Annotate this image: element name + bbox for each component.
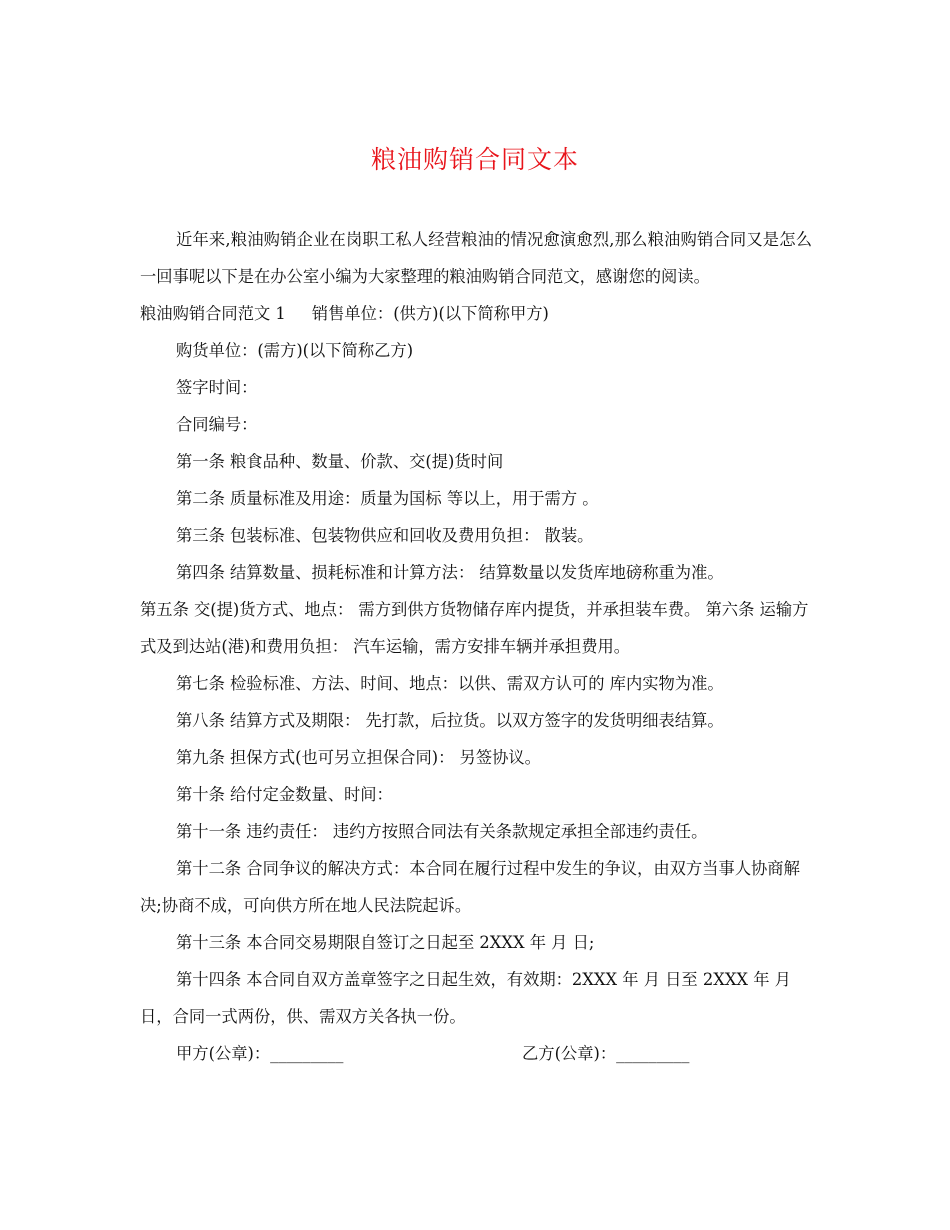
signature-row [140,1035,812,1072]
sign-time-line: 签字时间： [176,378,258,397]
buyer-line: 购货单位：(需方)(以下简称乙方) [176,341,414,360]
clause-12: 第十二条 合同争议的解决方式：本合同在履行过程中发生的争议，由双方当事人协商解决;协商不成，可向供方所在地人民法院起诉。 [140,859,800,915]
contract-number-line: 合同编号： [176,415,258,434]
document-title: 粮油购销合同文本 [370,145,579,174]
clause-8: 第八条 结算方式及期限： 先打款，后拉货。以双方签字的发货明细表结算。 [176,711,724,730]
clause-3: 第三条 包装标准、包装物供应和回收及费用负担： 散装。 [176,526,594,545]
clause-10: 第十条 给付定金数量、时间： [176,785,393,804]
party-a-signature: 甲方(公章)：_________ [176,1044,344,1063]
clause-4: 第四条 结算数量、损耗标准和计算方法： 结算数量以发货库地磅称重为准。 [176,563,724,582]
clause-5-6: 第五条 交(提)货方式、地点： 需方到供方货物储存库内提货，并承担装车费。 第六条 运输方式及到达站(港)和费用负担： 汽车运输，需方安排车辆并承担费用。 [140,600,809,656]
clause-1: 第一条 粮食品种、数量、价款、交(提)货时间 [176,452,504,471]
clause-2: 第二条 质量标准及用途：质量为国标 等以上，用于需方 。 [176,489,599,508]
sample-header-line [140,295,812,332]
clause-7: 第七条 检验标准、方法、时间、地点：以供、需双方认可的 库内实物为准。 [176,674,724,693]
intro-paragraph: 近年来,粮油购销企业在岗职工私人经营粮油的情况愈演愈烈,那么粮油购销合同又是怎么一回事呢以下是在办公室小编为大家整理的粮油购销合同范文，感谢您的阅读。 [140,230,812,286]
clause-13: 第十三条 本合同交易期限自签订之日起至 2XXX 年 月 日; [176,933,595,952]
seller-line: 销售单位：(供方)(以下简称甲方) [311,304,549,323]
clause-9: 第九条 担保方式(也可另立担保合同)： 另签协议。 [176,748,541,767]
clause-14: 第十四条 本合同自双方盖章签字之日起生效，有效期：2XXX 年 月 日至 2XXX 年 月 日，合同一式两份，供、需双方关各执一份。 [140,970,791,1026]
clause-11: 第十一条 违约责任： 违约方按照合同法有关条款规定承担全部违约责任。 [176,822,708,841]
party-b-signature: 乙方(公章)：_________ [522,1044,690,1063]
sample-label: 粮油购销合同范文 1 [140,304,286,323]
document-body [140,221,812,1072]
